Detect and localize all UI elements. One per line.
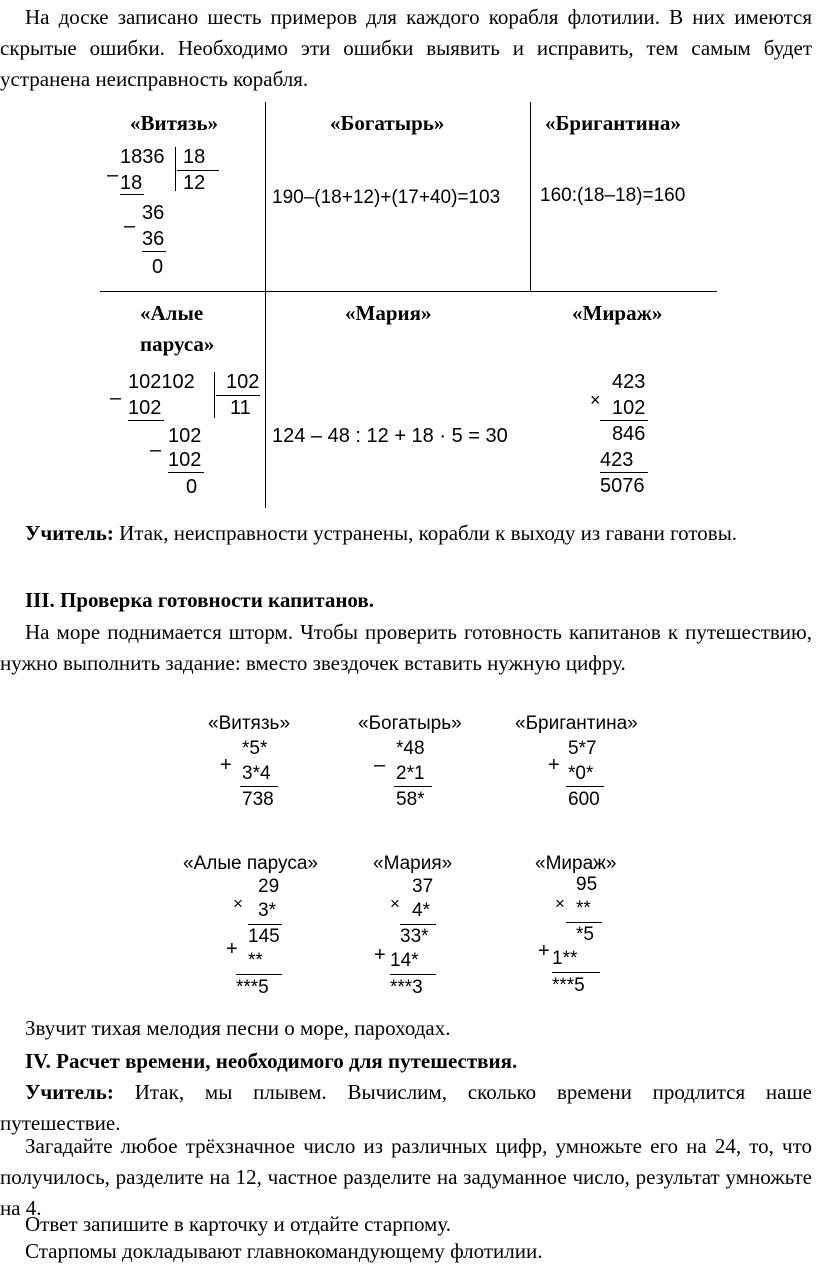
minus-sign: – xyxy=(110,387,122,409)
minus-sign: – xyxy=(107,164,119,186)
puzzle-vityaz-r: 738 xyxy=(242,789,274,810)
puzzle-mirazh-p1: *5 xyxy=(576,924,594,945)
puzzle-bogatyr-r: 58* xyxy=(396,789,425,810)
puzzle-vityaz-b: 3*4 xyxy=(242,763,271,784)
vityaz-sub1: 18 xyxy=(120,172,143,194)
report-text: Старпомы докладывают главнокомандующему флотилии. xyxy=(25,1239,543,1263)
teacher-label: Учитель: xyxy=(25,521,114,545)
sum-underline xyxy=(552,972,600,973)
mult-underline xyxy=(600,420,648,421)
minus-sign: – xyxy=(374,754,386,776)
plus-sign: + xyxy=(220,754,232,776)
puzzle-maria-b: 4* xyxy=(412,900,430,921)
vityaz-divisor: 18 xyxy=(183,146,206,168)
puzzle-maria-p1: 33* xyxy=(400,926,429,947)
puzzle-title-brigantina: «Бригантина» xyxy=(515,713,638,734)
sum-underline xyxy=(566,786,604,787)
division-bar xyxy=(175,147,176,191)
intro-paragraph: На доске записано шесть примеров для каждого корабля флотилии. В них имеются скрытые ошибки. Необходимо эти ошибки выявить и исправить, тем самым будет устранена неисправность корабля. xyxy=(0,5,812,91)
puzzle-bogatyr-b: 2*1 xyxy=(396,763,425,784)
alye-quotient: 11 xyxy=(230,397,251,419)
puzzle-alye-r: ***5 xyxy=(236,977,269,998)
vityaz-sub2: 36 xyxy=(142,228,165,250)
sub-underline xyxy=(168,472,204,473)
bogatyr-expression: 190–(18+12)+(17+40)=103 xyxy=(272,187,501,208)
mult-underline xyxy=(248,924,282,925)
header-vityaz: «Витязь» xyxy=(130,111,219,135)
puzzle-title-bogatyr: «Богатырь» xyxy=(358,713,462,734)
mirazh-p1: 846 xyxy=(612,423,646,445)
header-bogatyr: «Богатырь» xyxy=(330,111,445,135)
minus-sign: – xyxy=(150,439,162,461)
puzzle-alye-p2: ** xyxy=(248,950,263,971)
alye-sub2: 102 xyxy=(168,449,202,471)
puzzle-mirazh-p2: 1** xyxy=(552,948,578,969)
puzzle-maria-p2: 14* xyxy=(390,950,419,971)
melody-text: Звучит тихая мелодия песни о море, пароходах. xyxy=(25,1016,451,1040)
teacher-text-1: Итак, неисправности устранены, корабли к выходу из гавани готовы. xyxy=(113,521,738,545)
multiply-sign: × xyxy=(555,894,565,913)
plus-sign: + xyxy=(226,938,238,960)
puzzle-brigantina-r: 600 xyxy=(568,789,600,810)
teacher-paragraph-1 xyxy=(0,518,812,549)
puzzle-title-vityaz: «Витязь» xyxy=(208,713,291,734)
puzzle-alye-p1: 145 xyxy=(248,926,280,947)
answer-text: Ответ запишите в карточку и отдайте старпому. xyxy=(25,1212,451,1236)
table-vline-1 xyxy=(265,102,266,508)
section4-title: IV. Расчет времени, необходимого для путешествия. xyxy=(25,1049,518,1073)
puzzle-mirazh-b: ** xyxy=(576,898,591,919)
sub-underline xyxy=(142,251,166,252)
vityaz-rem1: 36 xyxy=(142,202,165,224)
maria-expression: 124 – 48 : 12 + 18 · 5 = 30 xyxy=(272,425,508,447)
multiply-sign: × xyxy=(233,894,243,913)
puzzle-vityaz-a: *5* xyxy=(242,738,268,759)
puzzle-title-mirazh: «Мираж» xyxy=(535,853,617,874)
minus-sign: – xyxy=(124,215,136,237)
puzzle-bogatyr-a: *48 xyxy=(396,738,425,759)
puzzle-brigantina-a: 5*7 xyxy=(568,738,597,759)
mult-underline xyxy=(600,472,648,473)
puzzle-brigantina-b: *0* xyxy=(568,763,594,784)
plus-sign: + xyxy=(538,940,550,962)
section3-text: На море поднимается шторм. Чтобы проверить готовность капитанов к путешествию, нужно выполнить задание: вместо звездочек вставить нужную цифру. xyxy=(0,620,812,675)
vityaz-quotient: 12 xyxy=(183,172,206,194)
alye-sub1: 102 xyxy=(128,397,162,419)
sum-underline xyxy=(394,786,432,787)
vityaz-result: 0 xyxy=(152,256,164,278)
alye-rem1: 102 xyxy=(168,425,202,447)
puzzle-maria-r: ***3 xyxy=(390,977,423,998)
brigantina-expression: 160:(18–18)=160 xyxy=(540,185,686,206)
plus-sign: + xyxy=(374,944,386,966)
puzzle-alye-b: 3* xyxy=(258,900,276,921)
sub-underline xyxy=(128,420,164,421)
teacher-label: Учитель: xyxy=(25,1080,114,1104)
multiply-sign: × xyxy=(590,390,601,410)
header-brigantina: «Бригантина» xyxy=(545,111,681,135)
mirazh-a: 423 xyxy=(612,371,646,393)
sum-underline xyxy=(390,974,436,975)
sum-underline xyxy=(240,786,278,787)
mirazh-b: 102 xyxy=(612,397,646,419)
sub-underline xyxy=(120,194,144,195)
puzzle-mirazh-r: ***5 xyxy=(552,975,585,996)
alye-divisor: 102 xyxy=(226,371,260,393)
vityaz-dividend: 1836 xyxy=(120,146,165,168)
table-vline-2 xyxy=(530,102,531,292)
puzzle-mirazh-a: 95 xyxy=(576,874,598,895)
puzzle-title-maria: «Мария» xyxy=(373,853,453,874)
puzzle-alye-a: 29 xyxy=(258,876,280,897)
alye-result: 0 xyxy=(186,476,198,498)
multiply-sign: × xyxy=(390,894,400,913)
alye-dividend: 102102 xyxy=(128,371,195,393)
plus-sign: + xyxy=(548,754,560,776)
header-mirazh: «Мираж» xyxy=(572,301,663,325)
table-hline xyxy=(100,291,717,292)
teacher-paragraph-2 xyxy=(0,1077,812,1139)
header-alye-parusa: «Алые паруса» xyxy=(140,301,215,356)
section3-title: III. Проверка готовности капитанов. xyxy=(25,588,375,612)
mirazh-result: 5076 xyxy=(600,475,645,497)
mult-underline xyxy=(566,922,602,923)
sum-underline xyxy=(236,974,282,975)
task-text: Загадайте любое трёхзначное число из различных цифр, умножьте его на 24, то, что получилось, разделите на 12, частное разделите на задуманное число, результат умножьте на 4. xyxy=(0,1134,812,1220)
puzzle-maria-a: 37 xyxy=(412,876,434,897)
teacher-text-2: Итак, мы плывем. Вычислим, сколько времени продлится наше путешествие. xyxy=(0,1080,812,1135)
mirazh-p2: 423 xyxy=(600,449,634,471)
mult-underline xyxy=(400,924,436,925)
header-maria: «Мария» xyxy=(345,301,432,325)
division-bar xyxy=(214,372,215,418)
puzzle-title-alye: «Алые паруса» xyxy=(183,853,318,874)
